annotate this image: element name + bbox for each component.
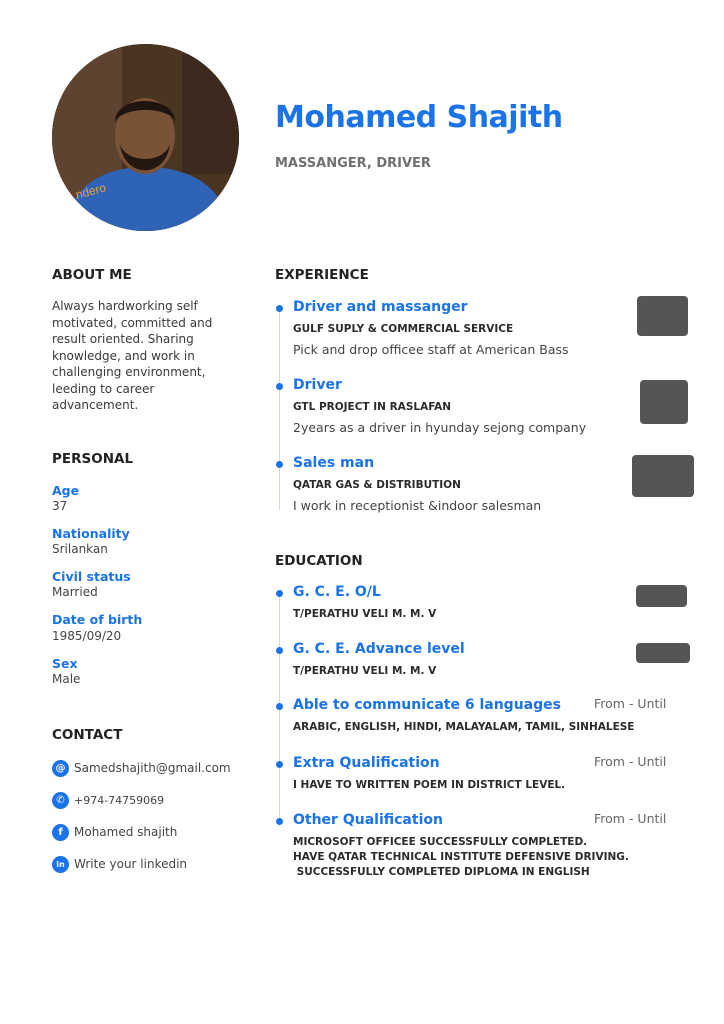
- education-title: Extra Qualification: [293, 755, 440, 771]
- timeline-dot: [276, 590, 283, 597]
- redacted-date: [636, 585, 687, 607]
- contact-phone[interactable]: [52, 791, 164, 809]
- experience-title: Driver: [293, 377, 342, 393]
- about-heading: ABOUT ME: [52, 267, 132, 283]
- experience-heading: EXPERIENCE: [275, 267, 369, 283]
- timeline-dot: [276, 305, 283, 312]
- education-detail: HAVE QATAR TECHNICAL INSTITUTE DEFENSIVE DRIVING.: [293, 851, 629, 863]
- education-title: Other Qualification: [293, 812, 443, 828]
- education-detail: SUCCESSFULLY COMPLETED DIPLOMA IN ENGLISH: [293, 866, 590, 878]
- experience-desc: 2years as a driver in hyunday sejong company: [293, 420, 587, 435]
- experience-company: QATAR GAS & DISTRIBUTION: [293, 479, 461, 491]
- contact-phone-text[interactable]: +974-74759069: [74, 793, 165, 807]
- contact-email[interactable]: [52, 759, 231, 777]
- education-date: From - Until: [594, 754, 667, 769]
- experience-company: GULF SUPLY & COMMERCIAL SERVICE: [293, 323, 514, 335]
- experience-desc: Pick and drop officee staff at American Bass: [293, 342, 569, 357]
- candidate-name: Mohamed Shajith: [275, 100, 563, 135]
- dob-value: 1985/09/20: [52, 629, 122, 643]
- phone-icon: ✆: [52, 792, 69, 809]
- sex-label: Sex: [52, 656, 78, 671]
- linkedin-icon: in: [52, 856, 69, 873]
- age-label: Age: [52, 483, 80, 498]
- education-detail: I HAVE TO WRITTEN POEM IN DISTRICT LEVEL.: [293, 779, 566, 791]
- timeline-dot: [276, 818, 283, 825]
- redacted-date: [637, 296, 688, 336]
- nationality-value: Srilankan: [52, 542, 108, 556]
- experience-title: Driver and massanger: [293, 299, 468, 315]
- experience-company: GTL PROJECT IN RASLAFAN: [293, 401, 452, 413]
- candidate-role: MASSANGER, DRIVER: [275, 156, 431, 171]
- nationality-label: Nationality: [52, 526, 130, 541]
- education-title: G. C. E. O/L: [293, 584, 381, 600]
- timeline-dot: [276, 647, 283, 654]
- timeline-dot: [276, 761, 283, 768]
- contact-facebook[interactable]: [52, 823, 177, 841]
- about-text: Always hardworking self motivated, committed and result oriented. Sharing knowledge, and work in challenging environment, leeding to career advancement.: [52, 299, 213, 412]
- experience-title: Sales man: [293, 455, 375, 471]
- dob-label: Date of birth: [52, 612, 143, 627]
- contact-email-text[interactable]: Samedshajith@gmail.com: [74, 761, 231, 775]
- redacted-date: [636, 643, 690, 663]
- personal-heading: PERSONAL: [52, 451, 134, 467]
- civil-status-value: Married: [52, 585, 98, 599]
- education-detail: ARABIC, ENGLISH, HINDI, MALAYALAM, TAMIL, SINHALESE: [293, 721, 635, 733]
- education-institution: T/PERATHU VELI M. M. V: [293, 608, 437, 620]
- facebook-icon: f: [52, 824, 69, 841]
- profile-photo-illustration: [52, 44, 239, 231]
- contact-linkedin[interactable]: [52, 855, 187, 873]
- timeline-dot: [276, 703, 283, 710]
- svg-text:ndero: ndero: [74, 180, 108, 202]
- timeline-dot: [276, 461, 283, 468]
- contact-facebook-text[interactable]: Mohamed shajith: [74, 825, 178, 839]
- contact-linkedin-text[interactable]: Write your linkedin: [74, 857, 188, 871]
- education-title: G. C. E. Advance level: [293, 641, 465, 657]
- at-icon: @: [52, 760, 69, 777]
- education-title: Able to communicate 6 languages: [293, 697, 561, 713]
- contact-heading: CONTACT: [52, 727, 123, 743]
- education-detail: MICROSOFT OFFICEE SUCCESSFULLY COMPLETED.: [293, 836, 588, 848]
- civil-status-label: Civil status: [52, 569, 131, 584]
- timeline-dot: [276, 383, 283, 390]
- age-value: 37: [52, 499, 68, 513]
- redacted-date: [632, 455, 694, 497]
- experience-desc: I work in receptionist &indoor salesman: [293, 498, 542, 513]
- education-heading: EDUCATION: [275, 553, 363, 569]
- redacted-date: [640, 380, 688, 424]
- experience-timeline: [279, 310, 280, 510]
- profile-photo: [52, 44, 239, 231]
- education-date: From - Until: [594, 811, 667, 826]
- education-timeline: [279, 595, 280, 825]
- sex-value: Male: [52, 672, 81, 686]
- education-date: From - Until: [594, 696, 667, 711]
- education-institution: T/PERATHU VELI M. M. V: [293, 665, 437, 677]
